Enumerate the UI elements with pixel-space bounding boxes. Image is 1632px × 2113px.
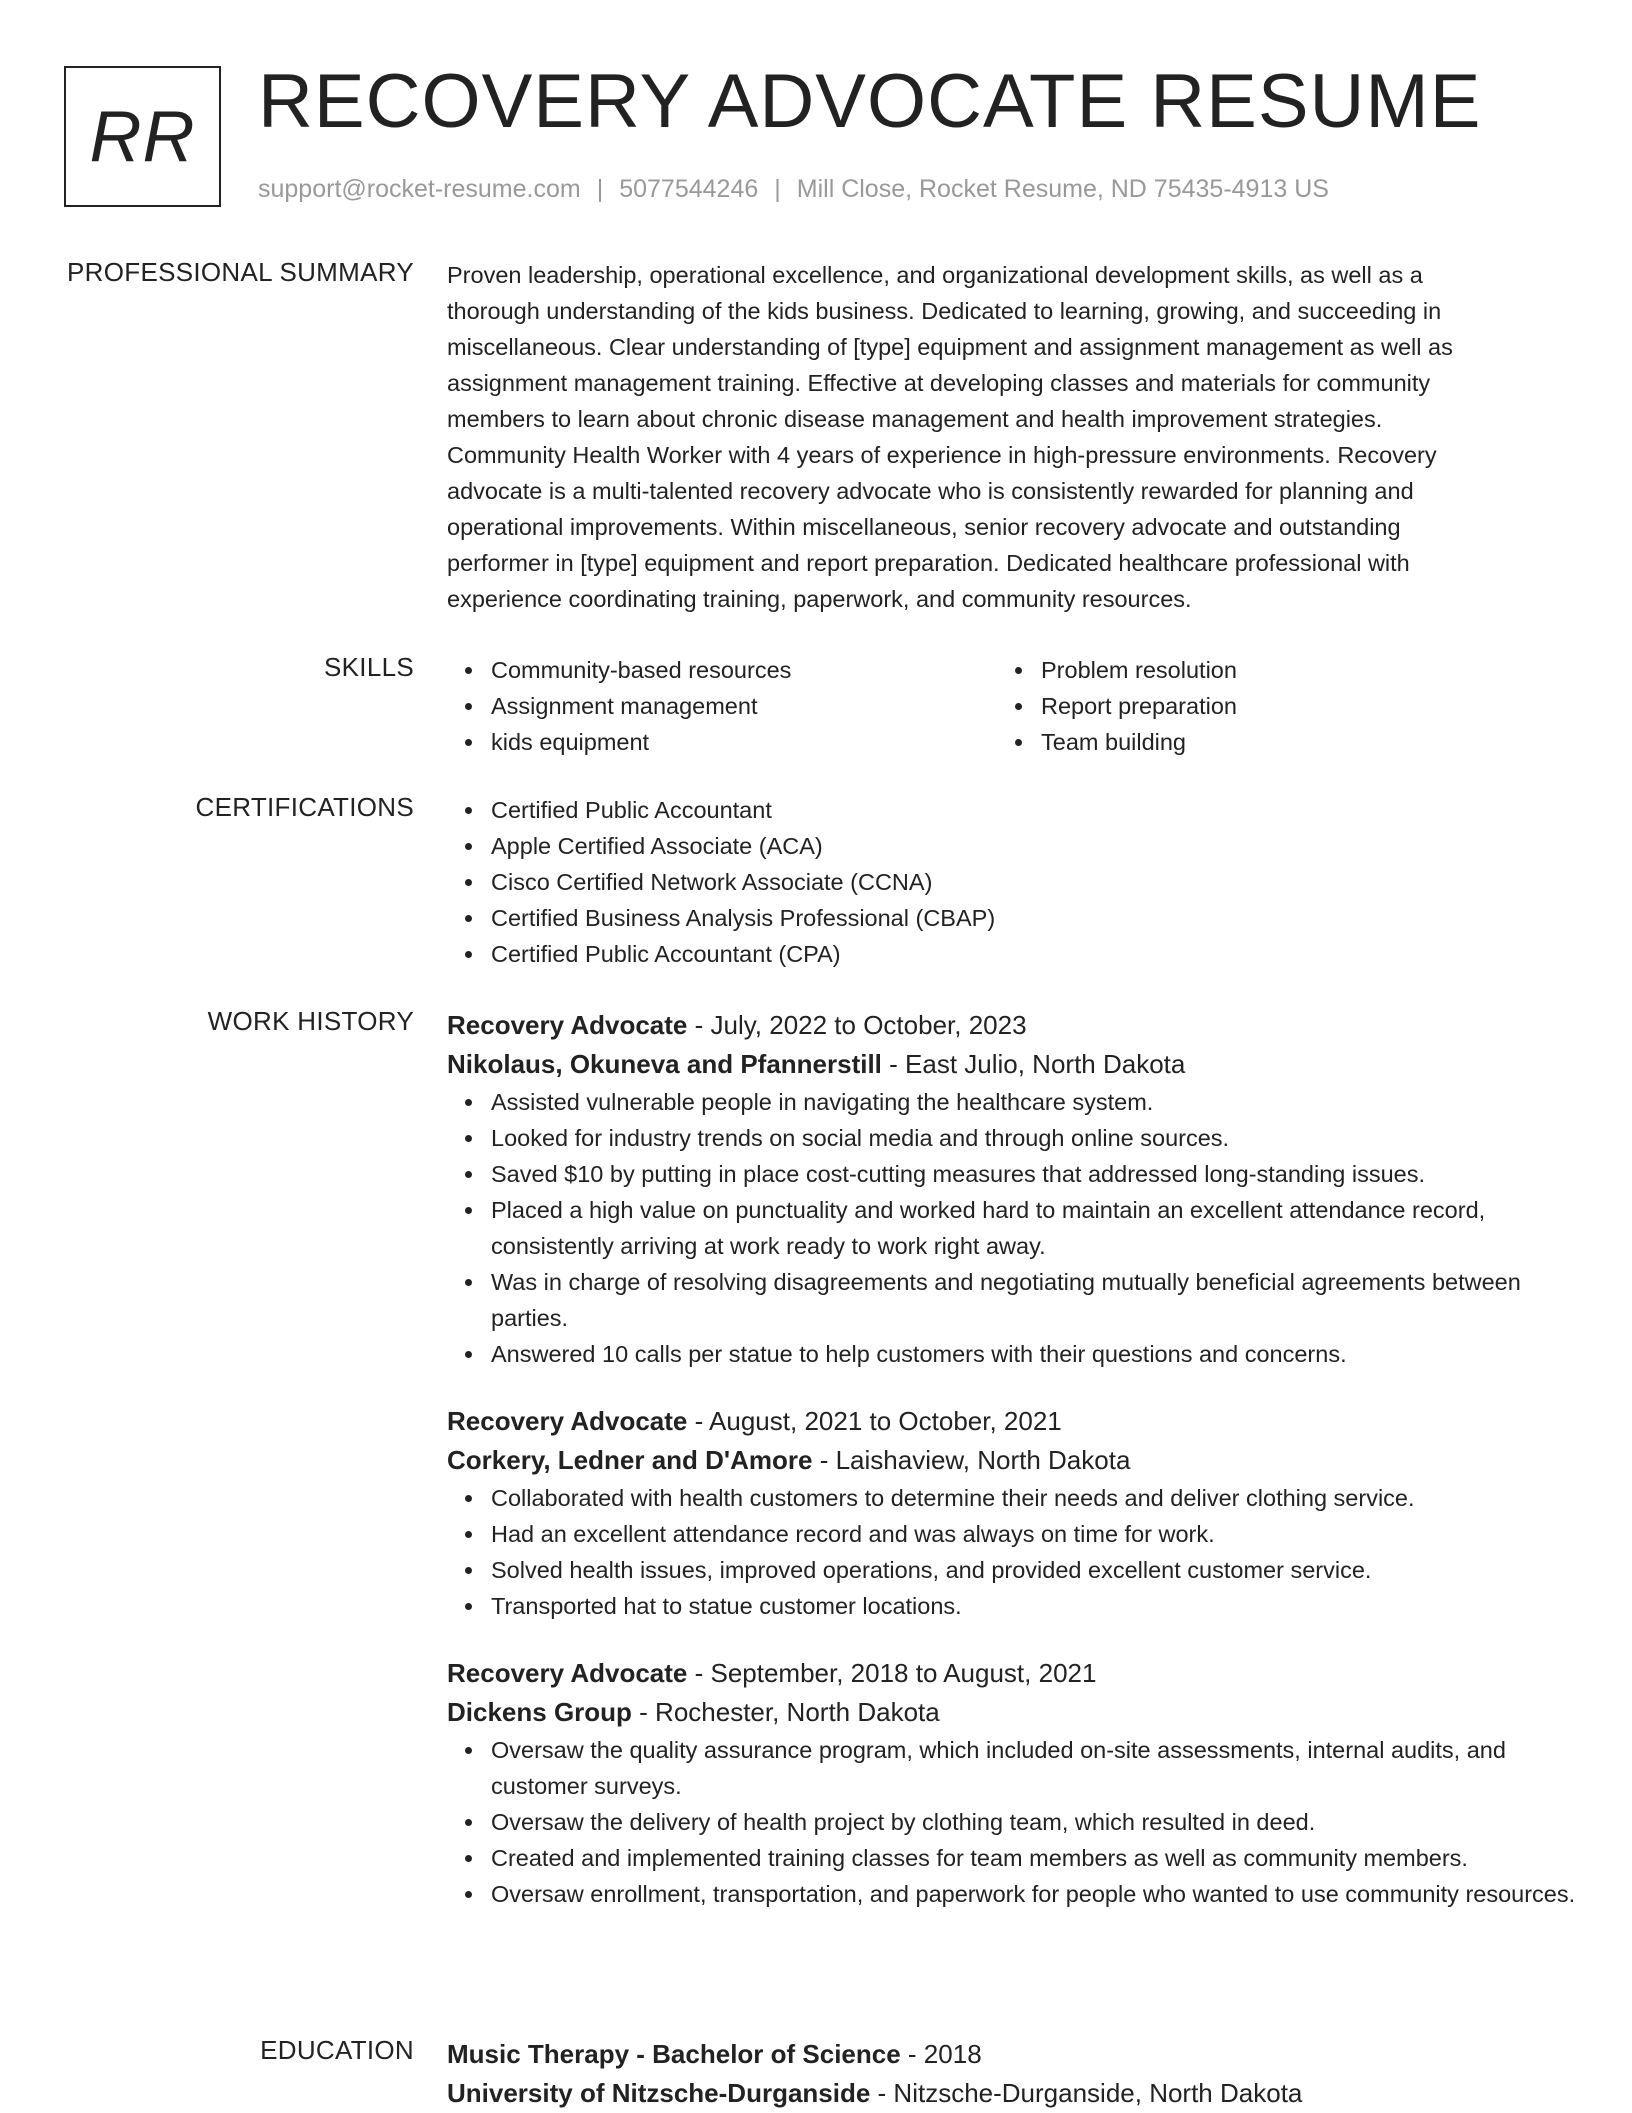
job-bullet: Solved health issues, improved operations, and provided excellent customer service.	[447, 1552, 1577, 1588]
summary-line: assignment management training. Effective at developing classes and materials for community	[447, 370, 1431, 396]
job-bullet: Transported hat to statue customer locations.	[447, 1588, 1577, 1624]
education-degree-line	[447, 2035, 1577, 2074]
job-company: Nikolaus, Okuneva and Pfannerstill	[447, 1049, 882, 1079]
job-location: - Laishaview, North Dakota	[812, 1445, 1131, 1475]
job-title: Recovery Advocate	[447, 1010, 688, 1040]
job-bullet: Assisted vulnerable people in navigating the healthcare system.	[447, 1084, 1577, 1120]
job-bullet: Answered 10 calls per statue to help customers with their questions and concerns.	[447, 1336, 1577, 1372]
job-company: Dickens Group	[447, 1697, 632, 1727]
contact-line	[258, 175, 1329, 204]
education-degree: Music Therapy - Bachelor of Science	[447, 2039, 901, 2069]
job-dates: - July, 2022 to October, 2023	[687, 1010, 1027, 1040]
job-bullet: Saved $10 by putting in place cost-cutting measures that addressed long-standing issues.	[447, 1156, 1577, 1192]
summary-line: Proven leadership, operational excellence, and organizational development skills, as well as a	[447, 262, 1423, 288]
summary-line: thorough understanding of the kids business. Dedicated to learning, growing, and succeeding in	[447, 298, 1442, 324]
job-company-line	[447, 1441, 1577, 1480]
contact-email: support@rocket-resume.com	[258, 175, 581, 203]
section-label-summary: PROFESSIONAL SUMMARY	[67, 257, 414, 287]
job-dates: - August, 2021 to October, 2021	[687, 1406, 1062, 1436]
job-entry	[447, 1654, 1577, 1912]
section-label-education: EDUCATION	[260, 2035, 414, 2065]
certification-item: Cisco Certified Network Associate (CCNA)	[447, 864, 1577, 900]
job-bullets	[447, 1480, 1577, 1624]
skill-item: kids equipment	[447, 724, 997, 760]
education-year: - 2018	[900, 2039, 982, 2069]
certification-item: Apple Certified Associate (ACA)	[447, 828, 1577, 864]
job-bullet: Oversaw the quality assurance program, which included on-site assessments, internal audits, and customer surveys.	[447, 1732, 1577, 1804]
summary-body	[447, 257, 1577, 617]
job-entry	[447, 1402, 1577, 1624]
education-school: University of Nitzsche-Durganside	[447, 2078, 871, 2108]
skills-body	[447, 652, 1577, 760]
certification-item: Certified Public Accountant (CPA)	[447, 936, 1577, 972]
monogram: RR	[64, 66, 221, 207]
skills-list	[997, 652, 1547, 760]
section-label-skills: SKILLS	[324, 652, 414, 682]
job-bullet: Placed a high value on punctuality and worked hard to maintain an excellent attendance record, consistently arriving at work ready to work right away.	[447, 1192, 1577, 1264]
certification-item: Certified Business Analysis Professional (CBAP)	[447, 900, 1577, 936]
certifications-list	[447, 792, 1577, 972]
summary-line: advocate is a multi-talented recovery advocate who is consistently rewarded for planning and	[447, 478, 1414, 504]
job-title-line	[447, 1654, 1577, 1693]
contact-address: Mill Close, Rocket Resume, ND 75435-4913 US	[796, 175, 1329, 203]
job-bullet: Oversaw the delivery of health project by clothing team, which resulted in deed.	[447, 1804, 1577, 1840]
job-title-line	[447, 1402, 1577, 1441]
job-bullets	[447, 1084, 1577, 1372]
certifications-body	[447, 792, 1577, 972]
job-company-line	[447, 1045, 1577, 1084]
summary-line: members to learn about chronic disease management and health improvement strategies.	[447, 406, 1383, 432]
skill-item: Community-based resources	[447, 652, 997, 688]
job-bullet: Was in charge of resolving disagreements and negotiating mutually beneficial agreements between parties.	[447, 1264, 1577, 1336]
certification-item: Certified Public Accountant	[447, 792, 1577, 828]
education-location: - Nitzsche-Durganside, North Dakota	[870, 2078, 1303, 2108]
skill-item: Problem resolution	[997, 652, 1547, 688]
job-bullet: Created and implemented training classes for team members as well as community members.	[447, 1840, 1577, 1876]
work-body	[447, 1006, 1577, 1912]
job-entry	[447, 1006, 1577, 1372]
education-body	[447, 2035, 1577, 2113]
summary-line: operational improvements. Within miscellaneous, senior recovery advocate and outstanding	[447, 514, 1401, 540]
contact-separator: |	[596, 175, 604, 203]
job-bullets	[447, 1732, 1577, 1912]
section-label-certifications: CERTIFICATIONS	[195, 792, 414, 822]
contact-phone: 5077544246	[619, 175, 759, 203]
skill-item: Report preparation	[997, 688, 1547, 724]
skills-list	[447, 652, 997, 760]
summary-line: miscellaneous. Clear understanding of [type] equipment and assignment management as well as	[447, 334, 1453, 360]
job-location: - Rochester, North Dakota	[631, 1697, 940, 1727]
summary-line: experience coordinating training, paperwork, and community resources.	[447, 586, 1192, 612]
skill-item: Assignment management	[447, 688, 997, 724]
job-bullet: Had an excellent attendance record and was always on time for work.	[447, 1516, 1577, 1552]
job-bullet: Looked for industry trends on social media and through online sources.	[447, 1120, 1577, 1156]
job-location: - East Julio, North Dakota	[881, 1049, 1186, 1079]
job-company-line	[447, 1693, 1577, 1732]
job-title: Recovery Advocate	[447, 1658, 688, 1688]
summary-line: performer in [type] equipment and report preparation. Dedicated healthcare professional with	[447, 550, 1410, 576]
contact-separator: |	[774, 175, 781, 203]
job-bullet: Collaborated with health customers to determine their needs and deliver clothing service.	[447, 1480, 1577, 1516]
resume-title: RECOVERY ADVOCATE RESUME	[258, 59, 1482, 144]
skill-item: Team building	[997, 724, 1547, 760]
job-title-line	[447, 1006, 1577, 1045]
summary-text	[447, 257, 1577, 617]
section-label-work: WORK HISTORY	[207, 1006, 414, 1036]
job-bullet: Oversaw enrollment, transportation, and paperwork for people who wanted to use community resources.	[447, 1876, 1577, 1912]
summary-line: Community Health Worker with 4 years of experience in high-pressure environments. Recovery	[447, 442, 1437, 468]
job-title: Recovery Advocate	[447, 1406, 688, 1436]
job-company: Corkery, Ledner and D'Amore	[447, 1445, 813, 1475]
job-dates: - September, 2018 to August, 2021	[687, 1658, 1097, 1688]
education-school-line	[447, 2074, 1577, 2113]
